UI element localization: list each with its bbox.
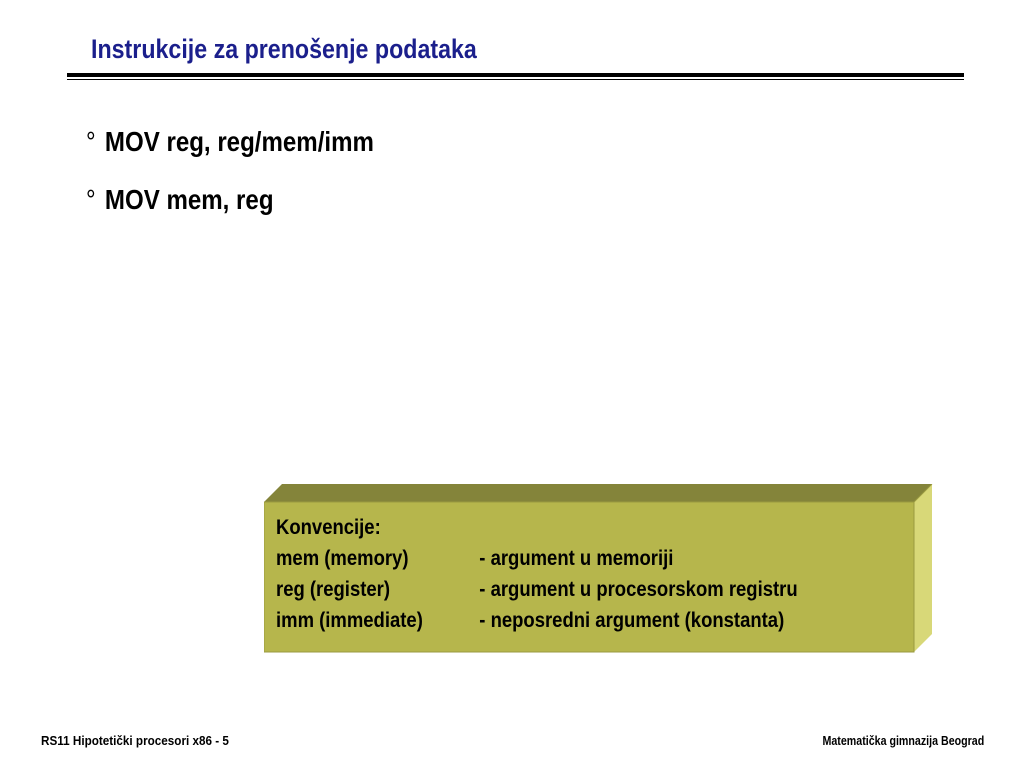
bullet-mark: ° (86, 126, 96, 157)
bullet-text: MOV mem, reg (104, 184, 274, 215)
bullet-text: MOV reg, reg/mem/imm (104, 126, 374, 157)
convention-desc: - neposredni argument (konstanta) (479, 609, 785, 632)
slide-title: Instrukcije za prenošenje podataka (91, 34, 477, 64)
conventions-heading: Konvencije: (276, 516, 381, 539)
convention-term: imm (immediate) (276, 609, 423, 632)
bullet-item (86, 126, 374, 158)
bullet-mark: ° (86, 184, 96, 215)
convention-desc: - argument u memoriji (479, 547, 674, 570)
footer-left: RS11 Hipotetički procesori x86 - 5 (41, 733, 229, 748)
conventions-text (276, 512, 798, 636)
convention-row (276, 543, 798, 574)
footer-right: Matematička gimnazija Beograd (822, 733, 984, 748)
title-rule-thick (67, 73, 964, 77)
bullet-item (86, 184, 274, 216)
box-top-face (264, 484, 932, 502)
convention-term: reg (register) (276, 578, 391, 601)
box-side-face (914, 484, 932, 652)
convention-row (276, 574, 798, 605)
convention-row (276, 605, 798, 636)
convention-term: mem (memory) (276, 547, 409, 570)
convention-desc: - argument u procesorskom registru (479, 578, 798, 601)
title-rule-thin (67, 79, 964, 80)
